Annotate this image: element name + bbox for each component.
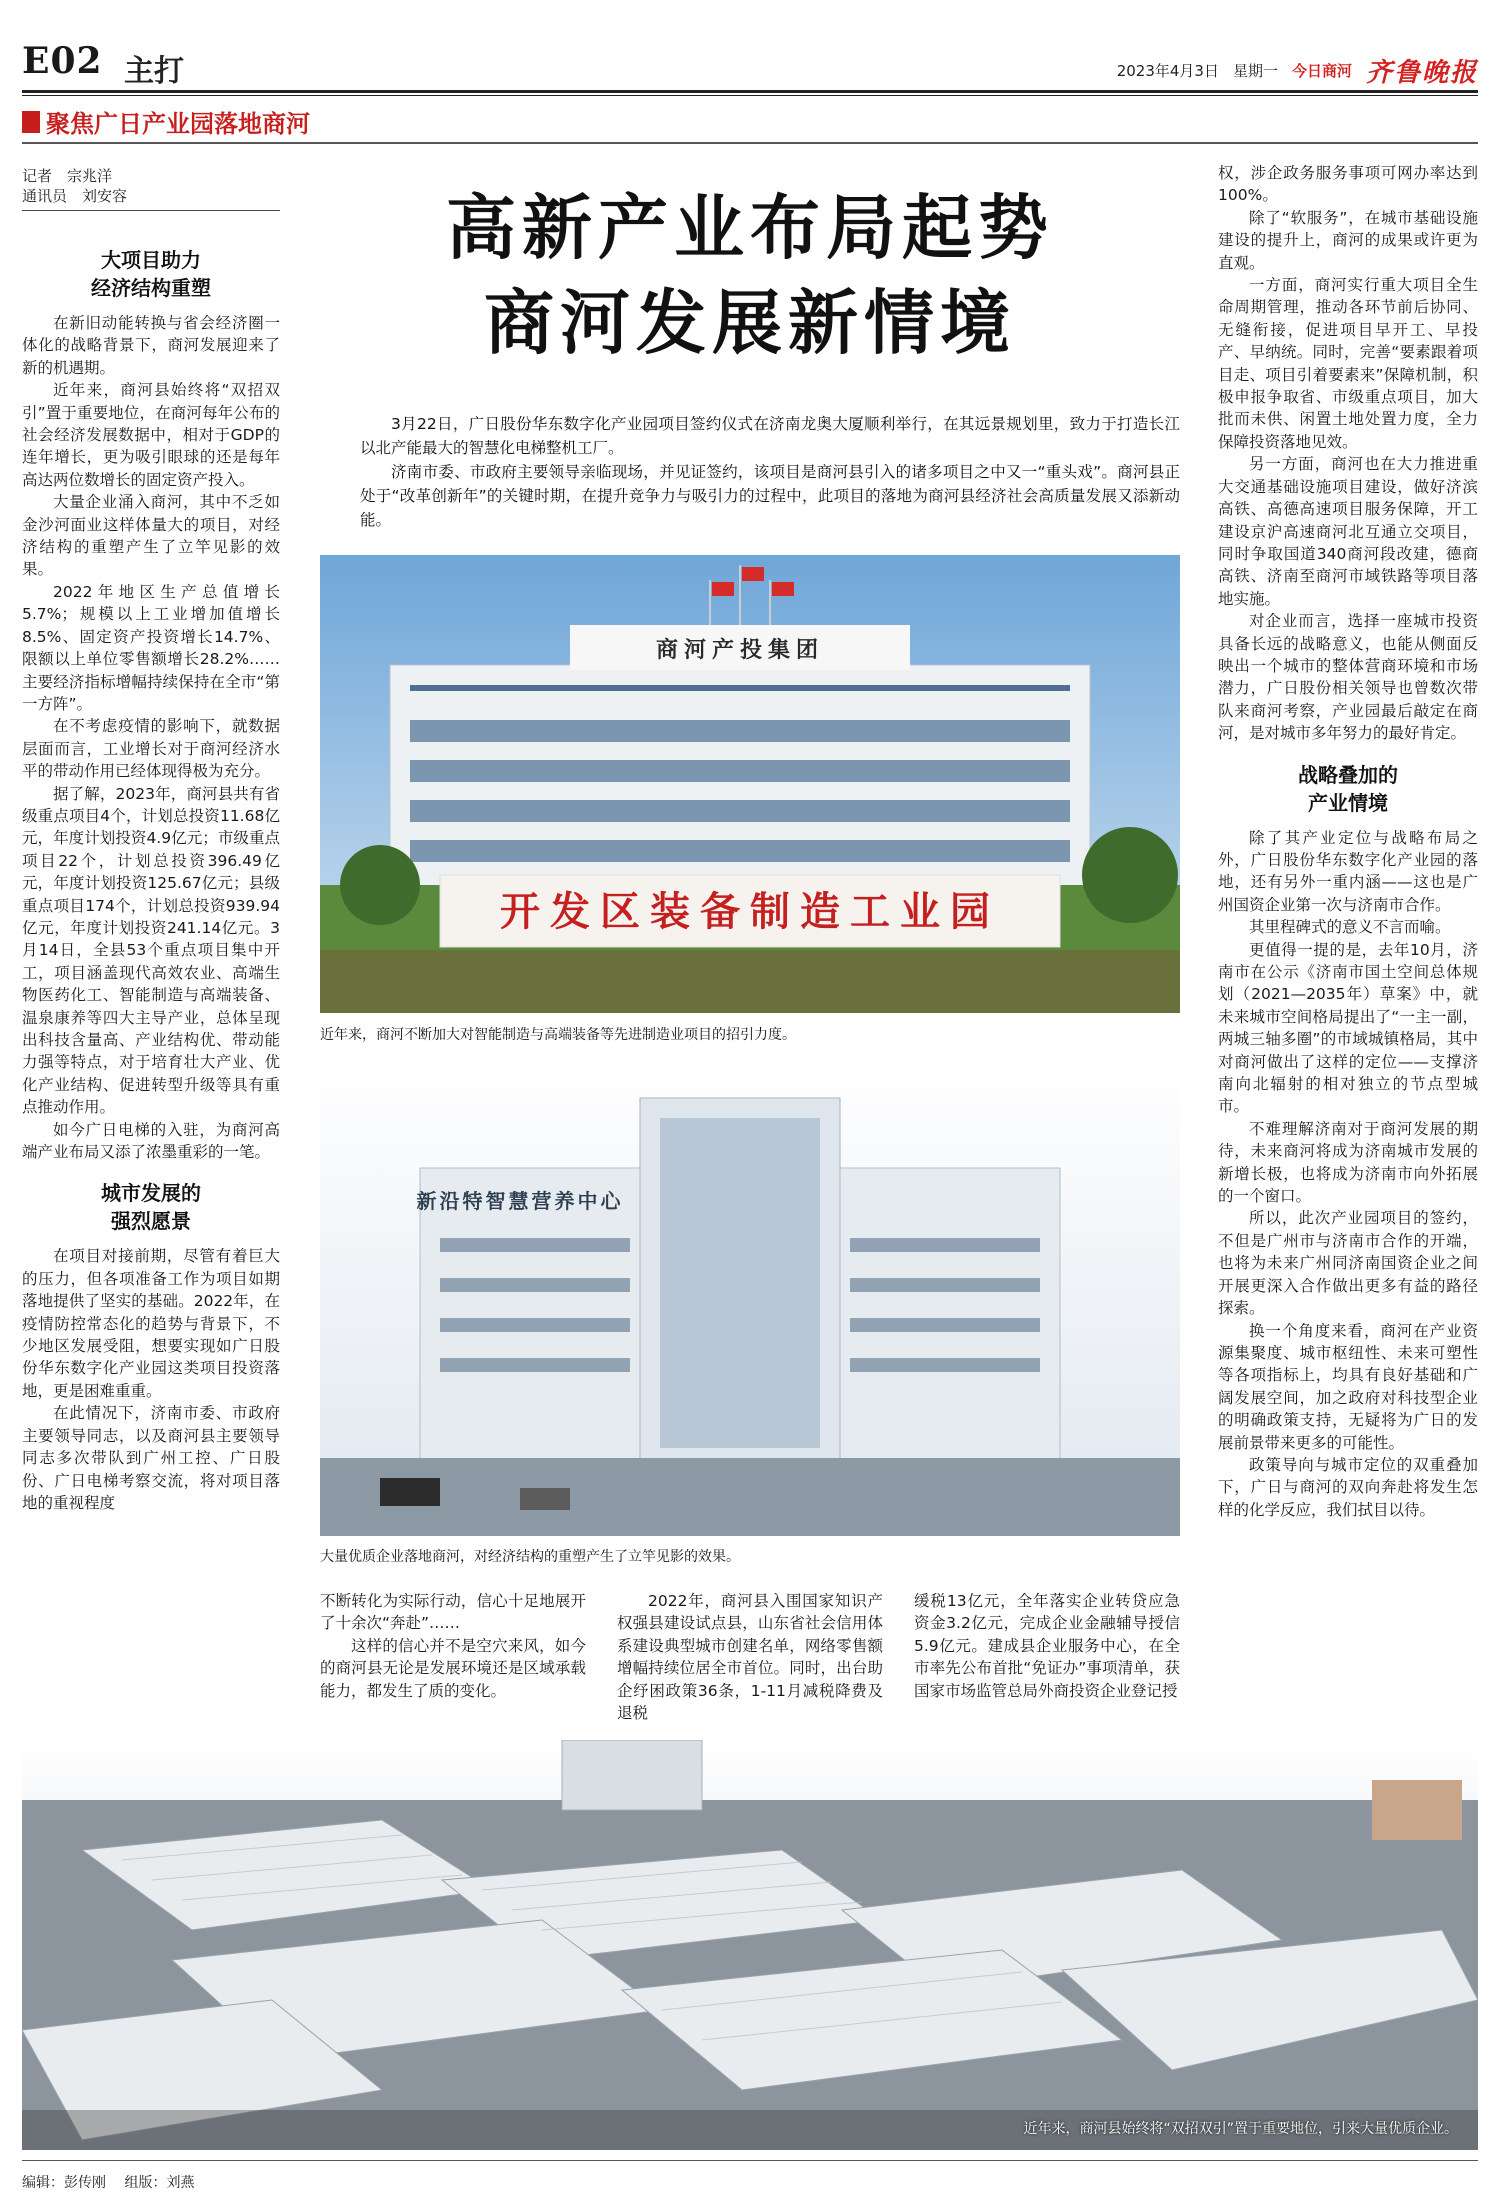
paragraph: 2022年地区生产总值增长5.7%；规模以上工业增加值增长8.5%、固定资产投资增长14.7%、限额以上单位零售额增长28.2%……主要经济指标增幅持续保持在全市“第一方阵”。 bbox=[22, 582, 280, 713]
lead-text: 3月22日，广日股份华东数字化产业园项目签约仪式在济南龙奥大厦顺利举行，在其远景规划里，致力于打造长江以北产能最大的智慧化电梯整机工厂。 bbox=[360, 415, 1180, 457]
lead-paragraph bbox=[360, 412, 1180, 532]
newspaper-logo: 齐鲁晚报 bbox=[1365, 58, 1478, 88]
paragraph: 除了其产业定位与战略布局之外，广日股份华东数字化产业园的落地，还有另外一重内涵——这也是广州国资企业第一次与济南市合作。 bbox=[1218, 828, 1478, 914]
issue-date: 2023年4月3日 bbox=[1116, 62, 1219, 80]
photo-building-gate-image bbox=[320, 555, 1180, 1013]
photo-enterprise-building bbox=[320, 1058, 1180, 1536]
subhead-line: 强烈愿景 bbox=[111, 1209, 191, 1234]
photo3-caption: 近年来，商河县始终将“双招双引”置于重要地位，引来大量优质企业。 bbox=[1023, 2121, 1458, 2137]
photo2-caption: 大量优质企业落地商河，对经济结构的重塑产生了立竿见影的效果。 bbox=[320, 1549, 740, 1565]
paragraph: 一方面，商河实行重大项目全生命周期管理，推动各环节前后协同、无缝衔接，促进项目早开工、早投产、早纳统。同时，完善“要素跟着项目走、项目引着要素来”保障机制，积极申报争取省、市级重点项目，加大批而未供、闲置土地处置力度，全力保障投资落地见效。 bbox=[1218, 276, 1478, 451]
right-column bbox=[1218, 162, 1478, 1521]
paragraph: 另一方面，商河也在大力推进重大交通基础设施项目建设，做好济滨高铁、高德高速项目服务保障，开工建设京沪高速商河北互通立交项目，同时争取国道340商河段改建，德商高铁、济南至商河市域铁路等项目落地实施。 bbox=[1218, 455, 1478, 608]
paragraph: 2022年，商河县入围国家知识产权强县建设试点县，山东省社会信用体系建设典型城市创建名单，网络零售额增幅持续位居全市首位。同时，出台助企纾困政策36条，1-11月减税降费及退税 bbox=[617, 1592, 883, 1723]
headline-line-1: 高新产业布局起势 bbox=[446, 186, 1054, 269]
paragraph: 大量企业涌入商河，其中不乏如金沙河面业这样体量大的项目，对经济结构的重塑产生了立竿见影的效果。 bbox=[22, 493, 280, 579]
left-column bbox=[22, 246, 280, 1514]
paragraph: 缓税13亿元，全年落实企业转贷应急资金3.2亿元，完成企业金融辅导授信5.9亿元。建成县企业服务中心，在全市率先公布首批“免证办”事项清单，获国家市场监管总局外商投资企业登记授 bbox=[914, 1592, 1180, 1700]
subhead-line: 经济结构重塑 bbox=[91, 276, 211, 300]
headline bbox=[300, 180, 1200, 370]
subhead-2 bbox=[22, 1179, 280, 1235]
lead-text: 济南市委、市政府主要领导亲临现场，并见证签约，该项目是商河县引入的诸多项目之中又一“重头戏”。商河县正处于“改革创新年”的关键时期，在提升竞争力与吸引力的过程中，此项目的落地为商河县经济社会高质量发展又添新动能。 bbox=[360, 463, 1180, 529]
headline-line-2: 商河发展新情境 bbox=[484, 281, 1016, 364]
subhead-3 bbox=[1218, 761, 1478, 817]
paragraph: 除了“软服务”，在城市基础设施建设的提升上，商河的成果或许更为直观。 bbox=[1218, 208, 1478, 272]
paragraph: 在不考虑疫情的影响下，就数据层面而言，工业增长对于商河经济水平的带动作用已经体现得极为充分。 bbox=[22, 717, 280, 781]
building-sign: 新沿特智慧营养中心 bbox=[416, 1189, 624, 1213]
edition-name: 今日商河 bbox=[1291, 62, 1352, 80]
wall-sign: 开发区装备制造工业园 bbox=[500, 888, 1000, 935]
topic-banner bbox=[22, 104, 310, 139]
topic-title: 聚焦广日产业园落地商河 bbox=[46, 110, 310, 138]
paragraph: 换一个角度来看，商河在产业资源集聚度、城市枢纽性、未来可塑性等各项指标上，均具有良好基础和广阔发展空间，加之政府对科技型企业的明确政策支持，无疑将为广日的发展前景带来更多的可能性。 bbox=[1218, 1321, 1478, 1452]
paragraph: 在项目对接前期，尽管有着巨大的压力，但各项准备工作为项目如期落地提供了坚实的基础。2022年，在疫情防控常态化的趋势与背景下，不少地区发展受阻，想要实现如广日股份华东数字化产业园这类项目投资落地，更是困难重重。 bbox=[22, 1247, 280, 1400]
paragraph: 在此情况下，济南市委、市政府主要领导同志，以及商河县主要领导同志多次带队到广州工控、广日股份、广日电梯考察交流，将对项目落地的重视程度 bbox=[22, 1404, 280, 1512]
layout-editor: 组版：刘燕 bbox=[124, 2175, 195, 2191]
paragraph: 据了解，2023年，商河县共有省级重点项目4个，计划总投资11.68亿元，年度计划投资4.9亿元；市级重点项目22个，计划总投资396.49亿元，年度计划投资125.67亿元；县级重点项目174个，计划总投资939.94亿元，年度计划投资241.14亿元。3月14日，全县53个重点项目集中开工，项目涵盖现代高效农业、高端生物医药化工、智能制造与高端装备、温泉康养等四大主导产业，总体呈现出科技含量高、产业结构优、带动能力强等特点，对于培育壮大产业、优化产业结构、促进转型升级等具有重点推动作用。 bbox=[22, 784, 280, 1117]
header-rule-thin bbox=[22, 95, 1478, 96]
photo-building-image bbox=[320, 1058, 1180, 1536]
topic-rule bbox=[22, 142, 1478, 144]
subhead-line: 城市发展的 bbox=[101, 1181, 201, 1206]
masthead-info bbox=[1117, 52, 1478, 89]
paragraph: 这样的信心并不是空穴来风，如今的商河县无论是发展环境还是区域承载能力，都发生了质的变化。 bbox=[320, 1636, 586, 1700]
header-rule bbox=[22, 90, 1478, 93]
subhead-line: 产业情境 bbox=[1308, 790, 1388, 815]
section-name: 主打 bbox=[124, 54, 184, 89]
byline bbox=[22, 166, 127, 206]
red-square-icon bbox=[22, 111, 40, 133]
paragraph: 近年来，商河县始终将“双招双引”置于重要地位，在商河每年公布的社会经济发展数据中，相对于GDP的连年增长，更为吸引眼球的还是每年高达两位数增长的固定资产投入。 bbox=[22, 381, 280, 489]
footer-rule bbox=[22, 2160, 1478, 2161]
mid-column-c bbox=[914, 1590, 1180, 1702]
paragraph: 不难理解济南对于商河发展的期待，未来商河将成为济南城市发展的新增长极，也将成为济南市向外拓展的一个窗口。 bbox=[1218, 1119, 1478, 1206]
paragraph: 不断转化为实际行动，信心十足地展开了十余次“奔赴”…… bbox=[320, 1592, 586, 1633]
paragraph: 其里程碑式的意义不言而喻。 bbox=[1249, 918, 1451, 937]
paragraph: 权，涉企政务服务事项可网办率达到100%。 bbox=[1218, 164, 1478, 205]
mid-column-a bbox=[320, 1590, 586, 1702]
subhead-line: 战略叠加的 bbox=[1298, 762, 1398, 787]
issue-weekday: 星期一 bbox=[1232, 62, 1278, 80]
photo1-caption: 近年来，商河不断加大对智能制造与高端装备等先进制造业项目的招引力度。 bbox=[320, 1027, 796, 1043]
subhead-1 bbox=[22, 246, 280, 302]
photo-aerial-image bbox=[22, 1740, 1478, 2150]
paragraph: 所以，此次产业园项目的签约，不但是广州市与济南市合作的开端，也将为未来广州同济南国资企业之间开展更深入合作做出更多有益的路径探索。 bbox=[1218, 1209, 1478, 1318]
photo-aerial-industrial bbox=[22, 1740, 1478, 2150]
subhead-line: 大项目助力 bbox=[101, 248, 201, 272]
photo-industrial-park-gate bbox=[320, 555, 1180, 1013]
byline-rule bbox=[22, 210, 280, 211]
roof-sign: 商河产投集团 bbox=[655, 638, 825, 663]
paragraph: 在新旧动能转换与省会经济圈一体化的战略背景下，商河发展迎来了新的机遇期。 bbox=[22, 314, 280, 377]
page-number: E02 bbox=[22, 40, 103, 82]
reporter: 记者 宗兆洋 bbox=[22, 167, 113, 185]
paragraph: 更值得一提的是，去年10月，济南市在公示《济南市国土空间总体规划（2021—2035年）草案》中，就未来城市空间格局提出了“一主一副，两城三轴多圈”的市域城镇格局，其中对商河做出了这样的定位——支撑济南向北辐射的相对独立的节点型城市。 bbox=[1218, 940, 1478, 1116]
mid-column-b bbox=[617, 1590, 883, 1724]
paragraph: 如今广日电梯的入驻，为商河高端产业布局又添了浓墨重彩的一笔。 bbox=[22, 1120, 280, 1162]
footer bbox=[22, 2172, 194, 2192]
paragraph: 政策导向与城市定位的双重叠加下，广日与商河的双向奔赴将发生怎样的化学反应，我们拭目以待。 bbox=[1218, 1455, 1478, 1519]
editor: 编辑：彭传刚 bbox=[22, 2175, 106, 2191]
paragraph: 对企业而言，选择一座城市投资具备长远的战略意义，也能从侧面反映出一个城市的整体营商环境和市场潜力，广日股份相关领导也曾数次带队来商河考察，产业园最后敲定在商河，是对城市多年努力的最好肯定。 bbox=[1218, 612, 1478, 743]
correspondent: 通讯员 刘安容 bbox=[22, 187, 128, 205]
